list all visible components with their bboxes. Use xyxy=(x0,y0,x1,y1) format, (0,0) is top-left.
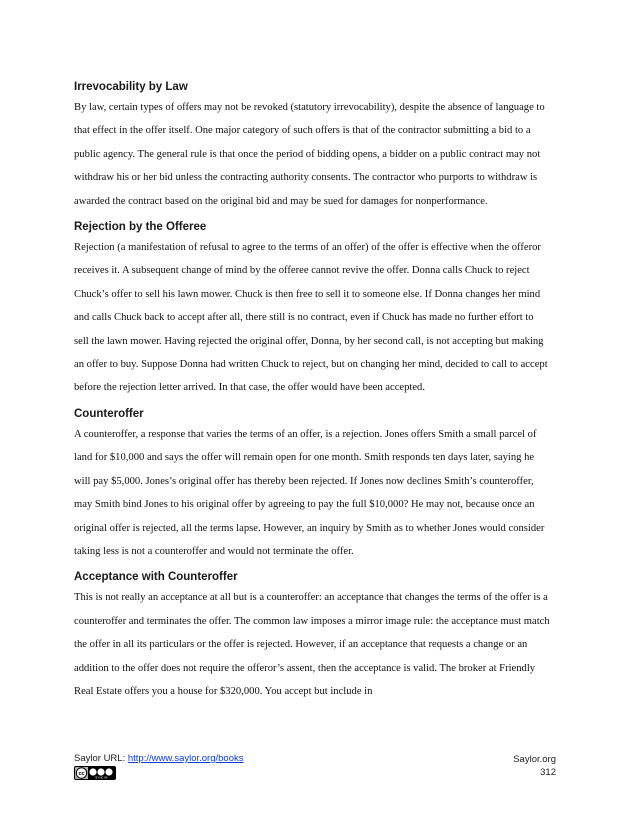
page-content xyxy=(74,79,550,703)
svg-text:cc: cc xyxy=(78,771,85,777)
saylor-url-link[interactable]: http://www.saylor.org/books xyxy=(127,753,244,764)
footer-source xyxy=(74,753,244,764)
heading-acceptance-with-counteroffer: Acceptance with Counteroffer xyxy=(74,571,238,584)
heading-counteroffer: Counteroffer xyxy=(74,407,144,420)
paragraph-acceptance-with-counteroffer: This is not really an acceptance at all but is a counteroffer: an acceptance that changes the terms of the offer is a counteroffer and terminates the offer. The common law imposes a mirror image rule: the acceptance must match the offer in all its particulars or the offer is rejected. However, if an acceptance that requests a change or an addition to the offer does not require the offeror’s assent, then the acceptance is valid. The broker at Friendly Real Estate offers you a house for $320,000. You accept but include in xyxy=(74,592,550,697)
heading-rejection: Rejection by the Offeree xyxy=(74,221,207,234)
paragraph-irrevocability: By law, certain types of offers may not be revoked (statutory irrevocability), despite the absence of language to that effect in the offer itself. One major category of such offers is that of the contractor submitting a bid to a public agency. The general rule is that once the period of bidding opens, a bidder on a public contract may not withdraw his or her bid unless the contracting authority consents. The contractor who purports to withdraw is awarded the contract based on the original bid and may be sued for damages for nonperformance. xyxy=(74,102,545,207)
footer-page-info xyxy=(513,753,556,779)
paragraph-rejection: Rejection (a manifestation of refusal to agree to the terms of an offer) of the offer is effective when the offeror receives it. A subsequent change of mind by the offeree cannot revive the offer. Donna calls Chuck to reject Chuck’s offer to sell his lawn mower. Chuck is then free to sell it to someone else. If Donna changes her mind and calls Chuck back to accept after all, there still is no contract, even if Chuck has made no further effort to sell the lawn mower. Having rejected the original offer, Donna, by her second call, is not accepting but making an offer to buy. Suppose Donna had written Chuck to reject, but on changing her mind, decided to call to accept before the rejection letter arrived. In that case, the offer would have been accepted. xyxy=(74,242,548,394)
paragraph-counteroffer: A counteroffer, a response that varies the terms of an offer, is a rejection. Jones offers Smith a small parcel of land for $10,000 and says the offer will remain open for one month. Smith responds ten days later, saying he will pay $5,000. Jones’s original offer has thereby been rejected. If Jones now declines Smith’s counteroffer, may Smith bind Jones to his original offer by agreeing to pay the full $10,000? He may not, because once an original offer is rejected, all the terms lapse. However, an inquiry by Smith as to whether Jones would consider taking less is not a counteroffer and would not terminate the offer. xyxy=(74,428,545,557)
creative-commons-license-icon[interactable] xyxy=(74,766,116,780)
page-number: 312 xyxy=(540,767,556,778)
license-badge-text: BY NC SA xyxy=(95,776,108,780)
footer-site: Saylor.org xyxy=(513,754,556,765)
footer-source-label: Saylor URL: xyxy=(74,753,128,764)
heading-irrevocability: Irrevocability by Law xyxy=(74,81,188,93)
